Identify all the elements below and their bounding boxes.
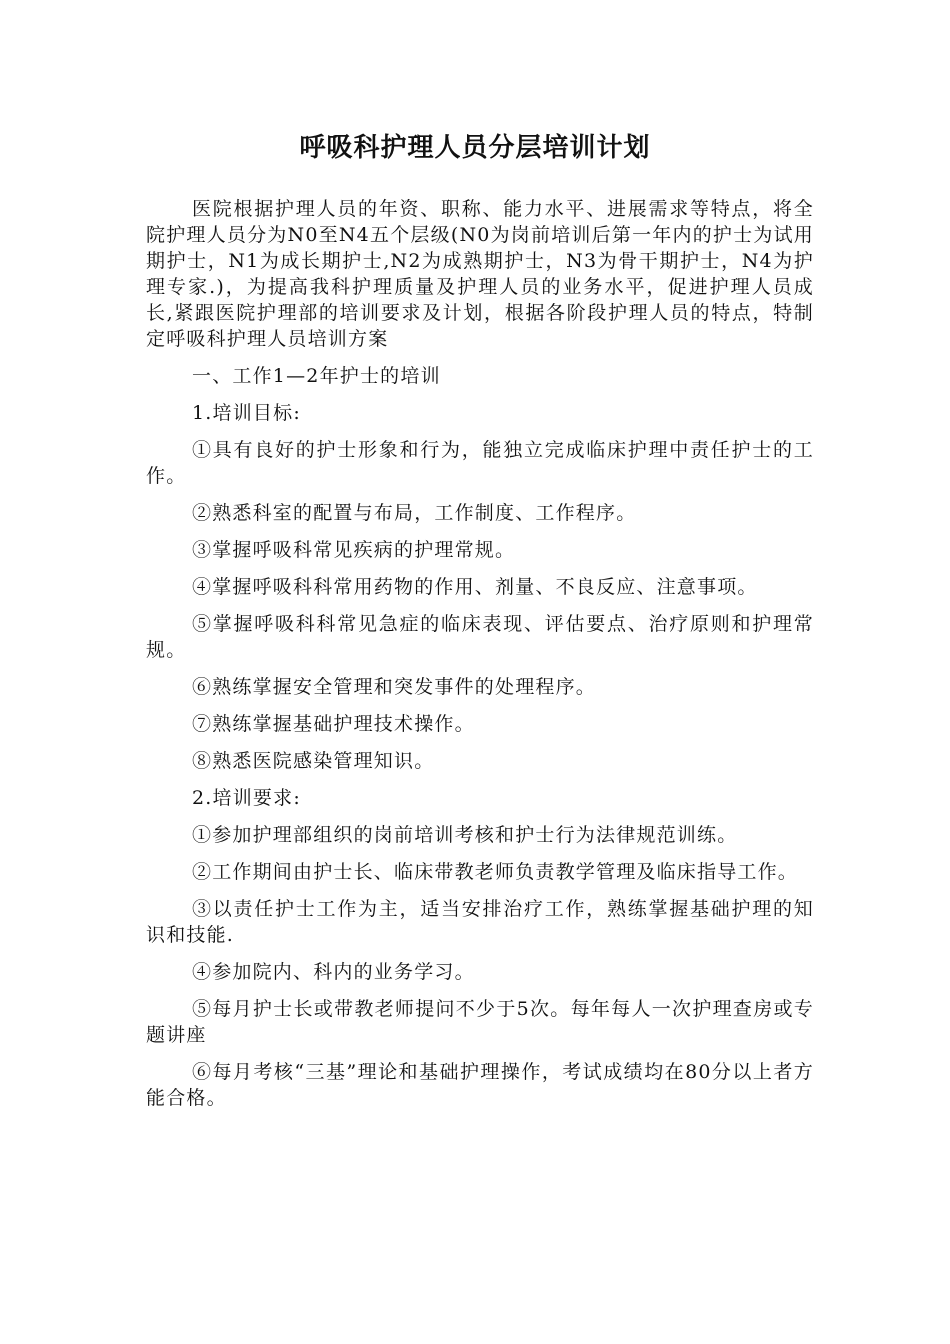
goal-item: ⑦熟练掌握基础护理技术操作。 bbox=[192, 713, 475, 735]
requirement-item: ④参加院内、科内的业务学习。 bbox=[192, 961, 475, 983]
section-heading: 一、工作1—2年护士的培训 bbox=[192, 365, 441, 387]
requirement-item: ③以责任护士工作为主，适当安排治疗工作，熟练掌握基础护理的知识和技能. bbox=[146, 898, 814, 946]
requirement-item: ②工作期间由护士长、临床带教老师负责教学管理及临床指导工作。 bbox=[192, 861, 799, 883]
goal-item: ⑤掌握呼吸科科常见急症的临床表现、评估要点、治疗原则和护理常规。 bbox=[146, 613, 814, 661]
goal-item: ⑧熟悉医院感染管理知识。 bbox=[192, 750, 435, 772]
goal-item: ④掌握呼吸科科常用药物的作用、剂量、不良反应、注意事项。 bbox=[192, 576, 758, 598]
goal-item: ②熟悉科室的配置与布局，工作制度、工作程序。 bbox=[192, 502, 637, 524]
requirements-heading: 2.培训要求: bbox=[192, 787, 301, 809]
goal-item: ⑥熟练掌握安全管理和突发事件的处理程序。 bbox=[192, 676, 597, 698]
requirement-item: ⑤每月护士长或带教老师提问不少于5次。每年每人一次护理查房或专题讲座 bbox=[146, 998, 814, 1046]
requirement-item: ⑥每月考核“三基”理论和基础护理操作，考试成绩均在80分以上者方能合格。 bbox=[146, 1061, 814, 1109]
goal-item: ③掌握呼吸科常见疾病的护理常规。 bbox=[192, 539, 516, 561]
document-title: 呼吸科护理人员分层培训计划 bbox=[299, 133, 651, 163]
document-body bbox=[146, 196, 814, 1122]
goal-item: ①具有良好的护士形象和行为，能独立完成临床护理中责任护士的工作。 bbox=[146, 439, 814, 487]
intro-paragraph: 医院根据护理人员的年资、职称、能力水平、进展需求等特点，将全院护理人员分为N0至N4五个层级(N0为岗前培训后第一年内的护士为试用期护士，N1为成长期护士,N2为成熟期护士，N3为骨干期护士，N4为护理专家.)，为提高我科护理质量及护理人员的业务水平，促进护理人员成长,紧跟医院护理部的培训要求及计划，根据各阶段护理人员的特点，特制定呼吸科护理人员培训方案 bbox=[146, 198, 814, 350]
requirement-item: ①参加护理部组织的岗前培训考核和护士行为法律规范训练。 bbox=[192, 824, 738, 846]
goals-heading: 1.培训目标: bbox=[192, 402, 301, 424]
